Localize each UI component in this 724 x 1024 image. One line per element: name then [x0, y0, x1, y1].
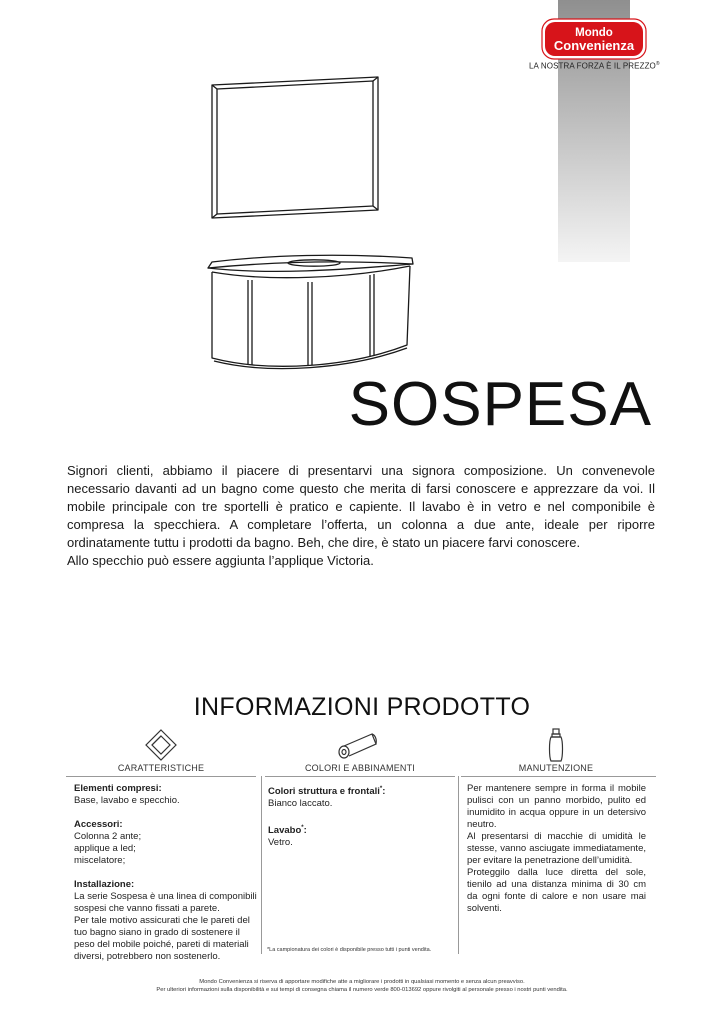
rule-col3: [461, 776, 656, 777]
col-manutenzione: [467, 783, 646, 915]
col-caratteristiche: [74, 783, 258, 963]
intro-paragraph-1: Signori clienti, abbiamo il piacere di presentarvi una signora composizione. Un convenevole necessario davanti ad un bagno come questo che merita di farsi conoscere e apprezzare da voi. Il mobile principale con tre sportelli è pratico e capiente. Il lavabo è in vetro e nel componibile è compresa la specchiera. A completare l’offerta, un colonna a due ante, ideale per riporre ordinatamente tuttu i prodotti da bagno. Beh, che dire, è stato un piacere farvi conoscere.: [67, 463, 655, 550]
accessori-line: miscelatore;: [74, 855, 126, 866]
heading-caratteristiche: CARATTERISTICHE: [117, 763, 205, 773]
installazione-line: diversi, potrebbero non sostenerlo.: [74, 951, 221, 962]
info-section-title: INFORMAZIONI PRODOTTO: [193, 693, 531, 721]
diamond-icon: [144, 728, 178, 762]
colori-value: Bianco laccato.: [268, 798, 333, 810]
intro-paragraph-2: Allo specchio può essere aggiunta l’applique Victoria.: [67, 553, 374, 568]
manutenzione-paragraph: Proteggilo dalla luce diretta del sole, tienilo ad una distanza minima di 30 cm da ogni fonte di calore e non usare mai solventi.: [467, 867, 646, 914]
footer-disclaimer: [0, 978, 724, 994]
lavabo-label: Lavabo*:: [268, 825, 307, 837]
installazione-line: peso del mobile poiché, pareti di materiali: [74, 939, 249, 950]
elementi-value: Base, lavabo e specchio.: [74, 795, 180, 806]
product-title: SOSPESA: [348, 370, 652, 439]
color-sample-note: *La campionatura dei colori è disponibile presso tutti i punti vendita.: [267, 947, 432, 953]
installazione-line: La serie Sospesa è una linea di componibili: [74, 891, 257, 902]
footer-line-2: Per ulteriori informazioni sulla disponibilità e sui tempi di consegna chiama il numero verde 800-013692 oppure rivolgiti al personale presso i nostri punti vendita.: [156, 987, 568, 993]
lavabo-value: Vetro.: [268, 837, 293, 849]
fabric-roll-icon: [336, 730, 380, 760]
logo-line1: Mondo: [575, 27, 613, 39]
installazione-line: tuo bagno siano in grado di sostenere il: [74, 927, 240, 938]
installazione-label: Installazione:: [74, 879, 135, 890]
logo-line2: Convenienza: [553, 38, 635, 53]
product-illustration: [200, 75, 420, 375]
brand-logo: [541, 18, 647, 60]
heading-colori: COLORI E ABBINAMENTI: [304, 763, 416, 773]
divider-1: [261, 776, 262, 954]
accessori-line: Colonna 2 ante;: [74, 831, 142, 842]
installazione-line: sospesi che vanno fissati a parete.: [74, 903, 220, 914]
accessori-label: Accessori:: [74, 819, 123, 830]
elementi-label: Elementi compresi:: [74, 783, 162, 794]
manutenzione-paragraph: Al presentarsi di macchie di umidità le stesse, vanno asciugate immediatamente, per evitare la penetrazione dell’umidità.: [467, 831, 646, 866]
accessori-line: applique a led;: [74, 843, 136, 854]
col-colori: [268, 783, 453, 849]
heading-manutenzione: MANUTENZIONE: [518, 763, 594, 773]
colori-label: Colori struttura e frontali*:: [268, 786, 386, 798]
product-description: [67, 462, 655, 570]
footer-line-1: Mondo Convenienza si riserva di apportare modifiche atte a migliorare i prodotti in qualsiasi momento e senza alcun preavviso.: [199, 979, 525, 985]
rule-col2: [265, 776, 455, 777]
registered-mark: ®: [655, 61, 660, 67]
spray-bottle-icon: [547, 727, 565, 763]
brand-tagline: LA NOSTRA FORZA È IL PREZZO®: [529, 61, 660, 71]
rule-col1: [66, 776, 256, 777]
installazione-line: Per tale motivo assicurati che le pareti del: [74, 915, 250, 926]
manutenzione-paragraph: Per mantenere sempre in forma il mobile pulisci con un panno morbido, pulito ed inumidito in acqua oppure in un detersivo neutro.: [467, 783, 646, 830]
divider-2: [458, 776, 459, 954]
